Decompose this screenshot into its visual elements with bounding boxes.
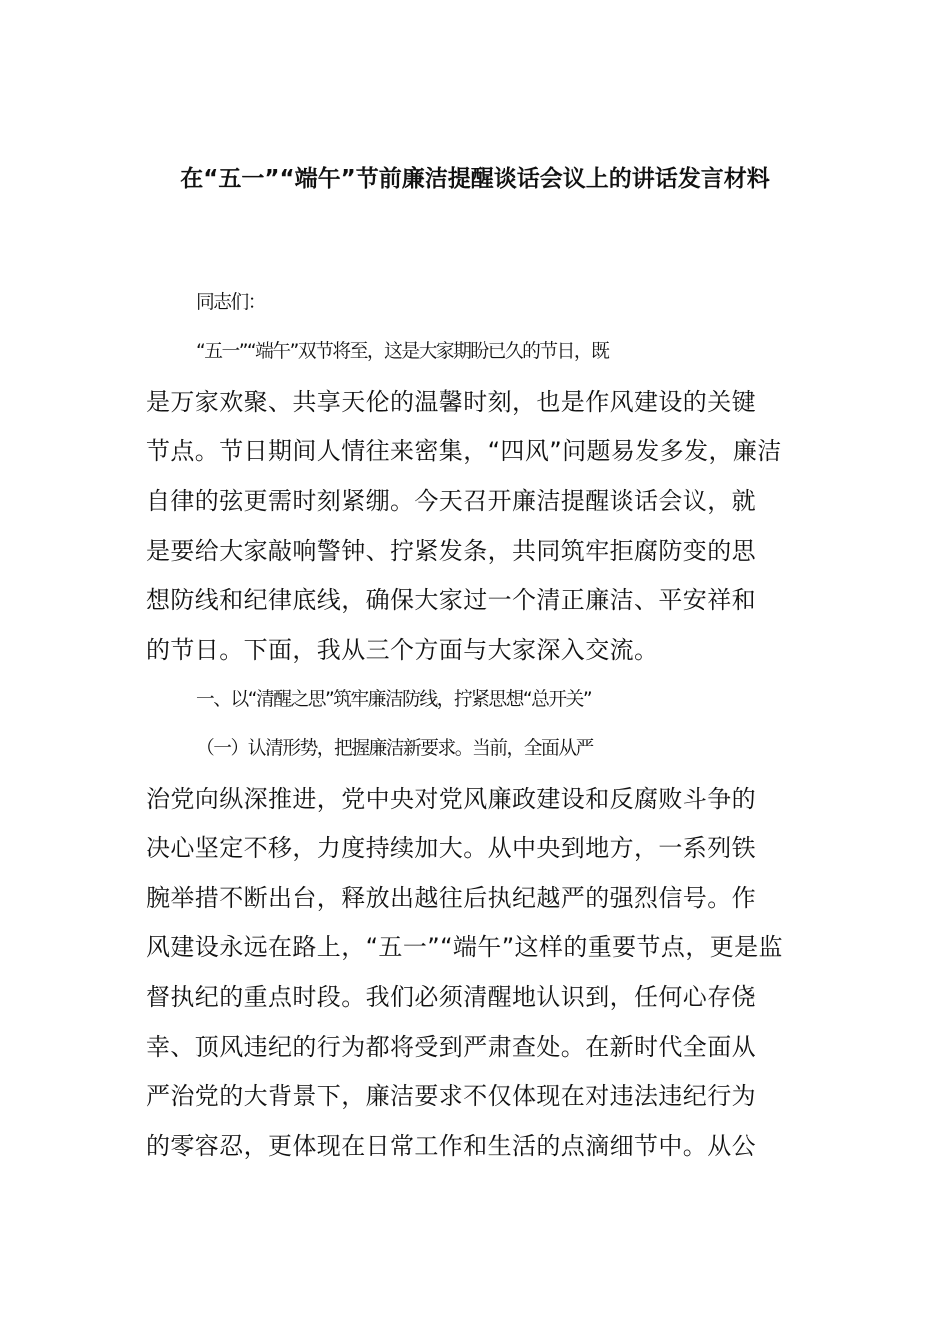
body-line: 是要给大家敲响警钟、拧紧发条，共同筑牢拒腐防变的思 [146, 537, 756, 565]
body-line: 的节日。下面，我从三个方面与大家深入交流。 [146, 636, 659, 664]
body-line: 督执纪的重点时段。我们必须清醒地认识到，任何心存侥 [146, 983, 756, 1011]
body-line: 治党向纵深推进，党中央对党风廉政建设和反腐败斗争的 [146, 785, 756, 813]
body-line: 腕举措不断出台，释放出越往后执纪越严的强烈信号。作 [146, 884, 756, 912]
body-line: 想防线和纪律底线，确保大家过一个清正廉洁、平安祥和 [146, 586, 756, 614]
body-line: 严治党的大背景下，廉洁要求不仅体现在对违法违纪行为 [146, 1082, 756, 1110]
document-title: 在“五一”“端午”节前廉洁提醒谈话会议上的讲话发言材料 [180, 166, 770, 192]
body-line: 决心坚定不移，力度持续加大。从中央到地方，一系列铁 [146, 834, 756, 862]
salutation-line: 同志们： [196, 292, 265, 313]
body-line: （一）认清形势，把握廉洁新要求。当前，全面从严 [196, 738, 593, 759]
body-line: 自律的弦更需时刻紧绷。今天召开廉洁提醒谈话会议，就 [146, 487, 756, 515]
body-line: 幸、顶风违纪的行为都将受到严肃查处。在新时代全面从 [146, 1033, 756, 1061]
body-line: “五一”“端午”双节将至，这是大家期盼已久的节日，既 [196, 341, 609, 362]
body-line: 是万家欢聚、共享天伦的温馨时刻，也是作风建设的关键 [146, 388, 756, 416]
body-line: 节点。节日期间人情往来密集，“四风”问题易发多发，廉洁 [146, 437, 782, 465]
section-heading: 一、以“清醒之思”筑牢廉洁防线，拧紧思想“总开关” [196, 689, 592, 710]
body-line: 的零容忍，更体现在日常工作和生活的点滴细节中。从公 [146, 1132, 756, 1160]
body-line: 风建设永远在路上，“五一”“端午”这样的重要节点，更是监 [146, 933, 783, 961]
